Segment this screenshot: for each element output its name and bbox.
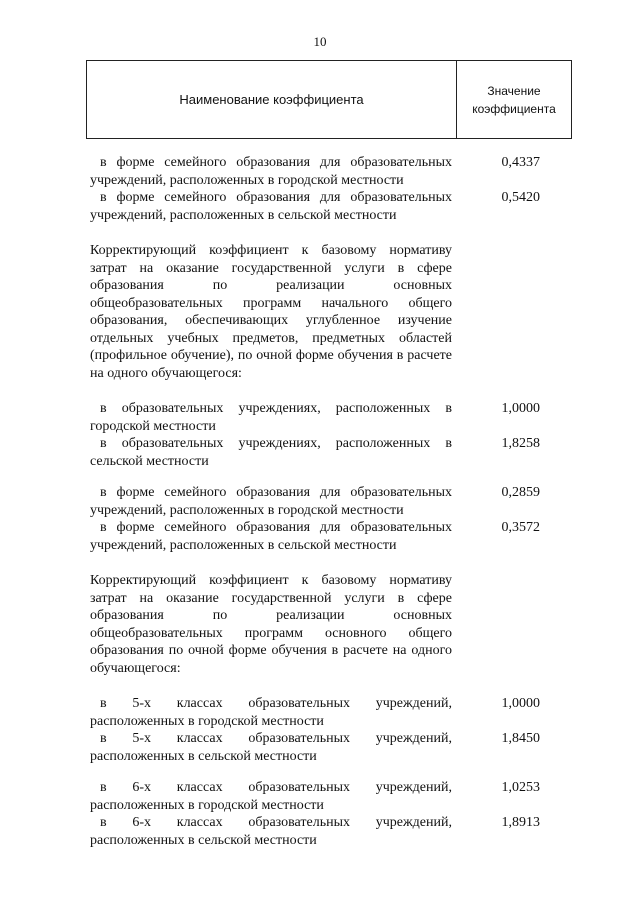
coefficient-row [90, 519, 550, 554]
coefficient-row [90, 730, 550, 765]
coefficient-name: в форме семейного образования для образовательных учреждений, расположенных в городской местности [90, 485, 452, 518]
coefficient-value: 0,4337 [501, 155, 540, 170]
coefficient-value: 0,3572 [501, 520, 540, 535]
section-heading-paragraph: Корректирующий коэффициент к базовому нормативу затрат на оказание государственной услуги в сфере образования по реализации основных общеобразовательных программ начального общего образования, обеспечивающих углубленное изучение отдельных учебных предметов, предметных областей (профильное обучение), по очной форме обучения в расчете на одного обучающегося: [90, 243, 452, 381]
coefficient-value: 1,8258 [501, 436, 540, 451]
coefficient-row [90, 484, 550, 519]
coefficient-value: 0,2859 [501, 485, 540, 500]
coefficient-row [90, 435, 550, 470]
coefficient-row [90, 779, 550, 814]
coefficient-row [90, 695, 550, 730]
coefficient-value: 0,5420 [501, 190, 540, 205]
coefficient-value: 1,8450 [501, 731, 540, 746]
column-header-value [457, 61, 571, 138]
coefficient-row [90, 814, 550, 849]
coefficient-value: 1,0000 [501, 696, 540, 711]
coefficient-name: в 5-х классах образовательных учреждений, расположенных в городской местности [90, 696, 452, 729]
coefficient-name: в образовательных учреждениях, расположенных в городской местности [90, 401, 452, 434]
coefficient-value: 1,0000 [501, 401, 540, 416]
coefficient-name: в форме семейного образования для образовательных учреждений, расположенных в сельской местности [90, 190, 452, 223]
column-header-name: Наименование коэффициента [87, 61, 457, 138]
coefficient-name: в образовательных учреждениях, расположенных в сельской местности [90, 436, 452, 469]
coefficient-row [90, 189, 550, 224]
coefficient-row [90, 400, 550, 435]
page-number: 10 [313, 34, 327, 49]
coefficient-row [90, 154, 550, 189]
column-header-value-line2: коэффициента [472, 101, 556, 116]
coefficient-list [90, 154, 550, 849]
coefficient-value: 1,8913 [501, 815, 540, 830]
section-heading-paragraph: Корректирующий коэффициент к базовому нормативу затрат на оказание государственной услуги в сфере образования по реализации основных общеобразовательных программ основного общего образования по очной форме обучения в расчете на одного обучающегося: [90, 573, 452, 676]
table-header [86, 60, 572, 139]
coefficient-value: 1,0253 [501, 780, 540, 795]
coefficient-name: в 5-х классах образовательных учреждений, расположенных в сельской местности [90, 731, 452, 764]
coefficient-name: в 6-х классах образовательных учреждений, расположенных в городской местности [90, 780, 452, 813]
column-header-value-line1: Значение [487, 83, 541, 98]
coefficient-name: в форме семейного образования для образовательных учреждений, расположенных в городской местности [90, 155, 452, 188]
coefficient-name: в форме семейного образования для образовательных учреждений, расположенных в сельской местности [90, 520, 452, 553]
coefficient-name: в 6-х классах образовательных учреждений, расположенных в сельской местности [90, 815, 452, 848]
